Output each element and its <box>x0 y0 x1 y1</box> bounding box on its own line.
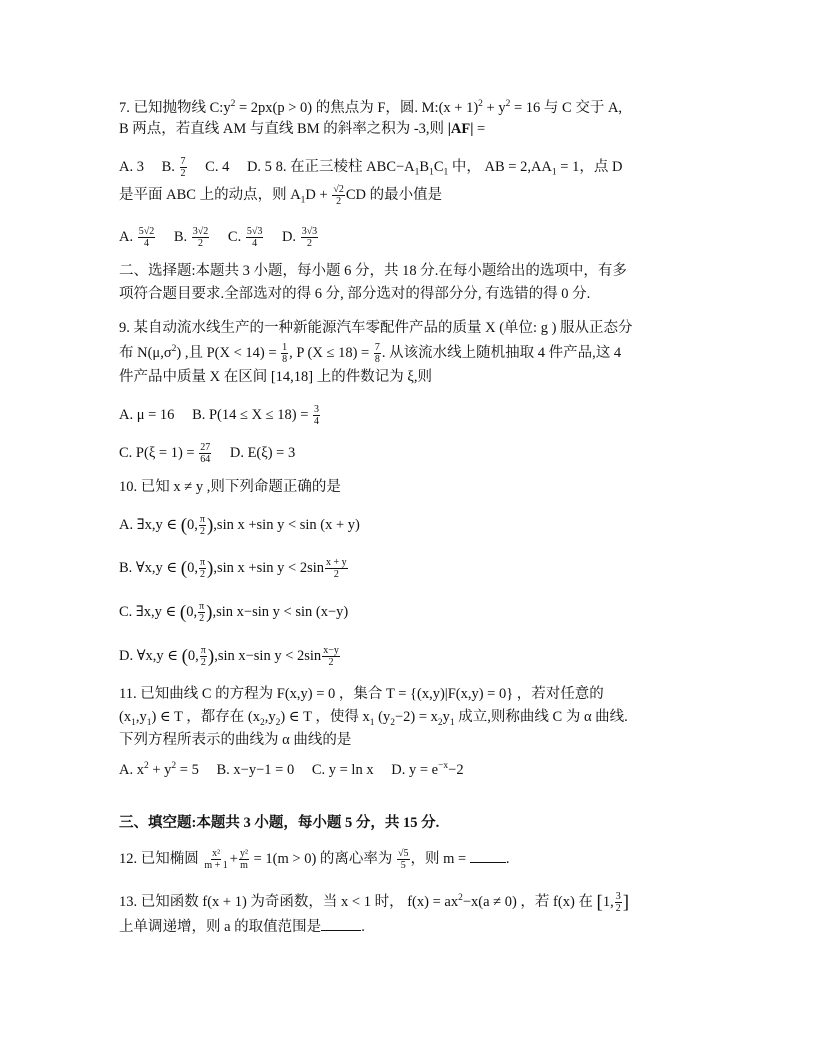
q8-option-b: B. <box>173 228 188 245</box>
q9-text: 布 N(μ,σ <box>119 344 172 361</box>
q7-text: + y <box>482 100 506 116</box>
q10-option-a: A. ∃x,y ∈ (0, $\frac{\pi}{2}$ ),sin x +sin y < sin (x + y) <box>119 514 360 537</box>
q10-option-c: C. ∃x,y ∈ (0, $\frac{\pi}{2}$ ),sin x−sin y < sin (x−y) <box>119 601 349 624</box>
q9-line1: 9. 某自动流水线生产的一种新能源汽车零配件产品的质量 X (单位: g ) 服从正态分 <box>119 320 633 336</box>
q8-text: B <box>419 158 430 175</box>
exponent: 2 <box>230 99 236 110</box>
fraction: $\frac{√5}{5}$ <box>398 848 409 871</box>
q9-text: ) ,且 P(X < 14) = <box>176 344 281 361</box>
q7-text: B 两点，若直线 AM 与直线 BM 的斜率之积为 -3,则 <box>119 121 448 137</box>
q11-line1: 11. 已知曲线 C 的方程为 F(x,y) = 0 ，集合 T = {(x,y)|F(x,y) = 0} ，若对任意的 <box>119 686 604 702</box>
exponent: 2 <box>505 99 511 110</box>
section2-header-line1: 二、选择题:本题共 3 小题，每小题 6 分，共 18 分.在每小题给出的选项中，有多 <box>119 263 627 279</box>
q8-text: CD 的最小值是 <box>345 186 443 203</box>
fraction: $\frac{27}{64}$ <box>200 442 211 465</box>
fraction: $\frac{5√3}{4}$ <box>246 226 263 249</box>
q9-line2: 布 $N(\mu,\sigma^2)$ ,且 P(X < 14) = $\frac{1}{8}$ , P (X ≤ 18) = $\frac{7}{8}$ . 从该流水线上随机抽取 4 件产品,这 4 <box>119 342 622 365</box>
exponent: 2 <box>478 99 483 110</box>
q9-text: , P (X ≤ 18) = <box>289 344 373 361</box>
q8-line2: 是平面 ABC 上的动点，则 $A_1D$ + $\frac{√2}{2}$ CD 的最小值是 <box>119 184 443 207</box>
q8-text: 8. 在正三棱柱 ABC−A <box>271 158 415 175</box>
q7-option-c: C. 4 <box>205 158 230 175</box>
q9-options-ab <box>119 404 321 427</box>
q8-option-d: D. <box>281 228 297 245</box>
q7-options-line: A. 3 B. $\frac{7}{2}$ C. 4 D. 5 8. 在正三棱柱 $ABC-A_1B_1C_1$ 中， AB = $2,AA_1 = 1$，点 D <box>119 156 623 179</box>
q10-option-d: D. ∀x,y ∈ (0, $\frac{\pi}{2}$ ),sin x−sin y < 2sin $\frac{x-y}{2}$ <box>119 645 339 668</box>
q7-text: 7. 已知抛物线 C:y <box>119 100 231 116</box>
fraction: $\frac{7}{8}$ <box>374 342 380 365</box>
q7-option-a: A. 3 <box>119 158 144 175</box>
q7-text: = 16 与 C 交于 A, <box>510 100 623 116</box>
q13-line2: 上单调递增，则 a 的取值范围是 . <box>119 919 365 935</box>
q11-option-c: C. y = ln x <box>311 762 374 778</box>
section3-header: 三、填空题:本题共 3 小题，每小题 5 分，共 15 分. <box>119 815 440 831</box>
af-abs: |AF| <box>447 121 474 137</box>
section2-header-line2: 项符合题目要求.全部选对的得 6 分, 部分选对的得部分分, 有选错的得 0 分. <box>119 286 591 302</box>
q9-text: . 从该流水线上随机抽取 4 件产品,这 4 <box>381 344 622 361</box>
q9-line3: 件产品中质量 X 在区间 [14,18] 上的件数记为 ξ,则 <box>119 369 432 385</box>
fraction: $\frac{3}{4}$ <box>314 404 320 427</box>
q9-option-a: A. μ = 16 <box>119 406 175 423</box>
fraction: $\frac{√2}{2}$ <box>333 184 344 207</box>
fraction: $\frac{5√2}{4}$ <box>138 226 155 249</box>
fraction: $\frac{7}{2}$ <box>180 156 186 179</box>
q10-option-b: B. ∀x,y ∈ (0, $\frac{\pi}{2}$ ),sin x +sin y < 2sin $\frac{x + y}{2}$ <box>119 557 347 580</box>
q9-option-b: B. P(14 ≤ X ≤ 18) = <box>192 406 313 423</box>
q11-line3: 下列方程所表示的曲线为 α 曲线的是 <box>119 732 352 748</box>
q10-stem: 10. 已知 x ≠ y ,则下列命题正确的是 <box>119 479 341 495</box>
q9-option-c: C. P(ξ = 1) = <box>119 444 199 461</box>
q11-line2: $(x_1,y_1)$ ∈ T ，都存在 $(x_2,y_2)$ ∈ T ，使得 $x_1$ $(y_2-2) = x_2y_1$ 成立,则称曲线 C 为 α 曲线. <box>119 709 628 728</box>
q8-text: 是平面 ABC 上的动点，则 A <box>119 186 301 203</box>
answer-blank <box>321 930 361 931</box>
q9-option-d: D. E(ξ) = 3 <box>229 444 296 461</box>
fraction: $\frac{3√2}{2}$ <box>192 226 209 249</box>
q8-options-line <box>119 226 319 249</box>
q11-option-a: A. $x^2 + y^2 = 5$ <box>119 761 199 778</box>
q7-line1 <box>119 98 622 118</box>
q8-option-a: A. <box>119 228 134 245</box>
q8-option-c: C. <box>227 228 242 245</box>
q7-option-d: D. 5 <box>246 158 272 175</box>
q7-option-b: B. <box>161 158 175 175</box>
q9-options-cd <box>119 442 295 465</box>
answer-blank <box>470 862 506 863</box>
q8-text: D + <box>305 186 332 203</box>
q11-options <box>119 760 464 780</box>
fraction: $\frac{1}{8}$ <box>282 342 288 365</box>
fraction: $\frac{\text{y²}}{m}$ <box>239 848 248 871</box>
q13-line1: 13. 已知函数 f(x + 1) 为奇函数，当 x < 1 时， $f(x) = ax^2-x(a \ne 0)$ ，若 f(x) 在 [1, $\frac{3}{2}$ ] <box>119 891 630 914</box>
q7-line2 <box>119 119 485 139</box>
q7-text: = 2px(p > 0) 的焦点为 F，圆. M:(x + 1) <box>235 100 479 116</box>
q11-option-d: D. $y = e^{-x}-2$ <box>391 761 464 778</box>
q8-text: C <box>433 158 444 175</box>
fraction: $\frac{3√3}{2}$ <box>301 226 318 249</box>
q12-line: 12. 已知椭圆 $\frac{\text{x²}}{m + 1}$ + $\frac{\text{y²}}{m}$ = 1(m > 0) 的离心率为 $\frac{√5}{5}$ ，则 m = . <box>119 848 510 871</box>
q7-text: = <box>473 121 486 137</box>
q8-text: 中， AB = 2,AA <box>448 158 552 175</box>
q8-text: = 1，点 D <box>556 158 623 175</box>
fraction: $\frac{\text{x²}}{m + 1}$ <box>204 848 228 871</box>
q11-option-b: B. x−y−1 = 0 <box>216 762 295 778</box>
